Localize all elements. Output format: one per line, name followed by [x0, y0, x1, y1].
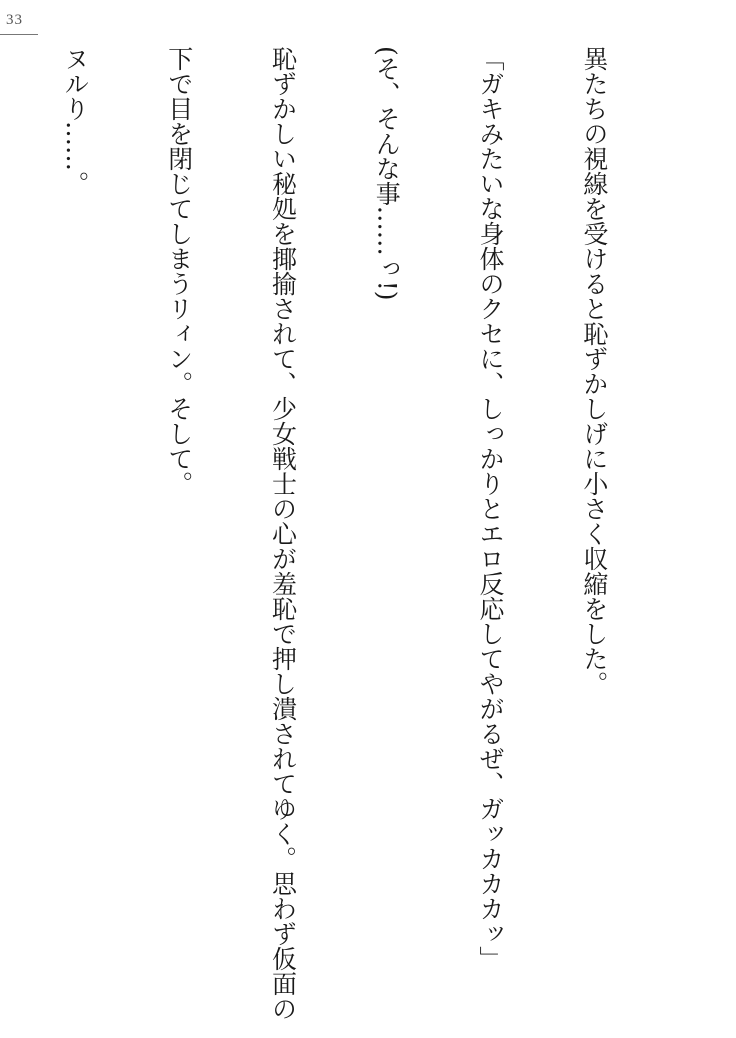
text-line: (そ、そんな事……っ!) — [372, 46, 402, 301]
text-line: 異たちの視線を受けると恥ずかしげに小さく収縮をした。 — [579, 46, 609, 696]
text-line: 「ガキみたいな身体のクセに、しっかりとエロ反応してやがるぜ、ガッカカカッ」 — [476, 46, 506, 971]
text-line: 恥ずかしい秘処を揶揄されて、少女戦士の心が羞恥で押し潰されてゆく。思わず仮面の — [268, 46, 298, 1021]
text-line: 下で目を閉じてしまうリィン。そして。 — [164, 46, 194, 496]
page-number: 33 — [6, 12, 23, 28]
text-line: ヌルり……。 — [60, 46, 90, 196]
body-text — [0, 46, 680, 1026]
header-rule — [0, 34, 38, 35]
